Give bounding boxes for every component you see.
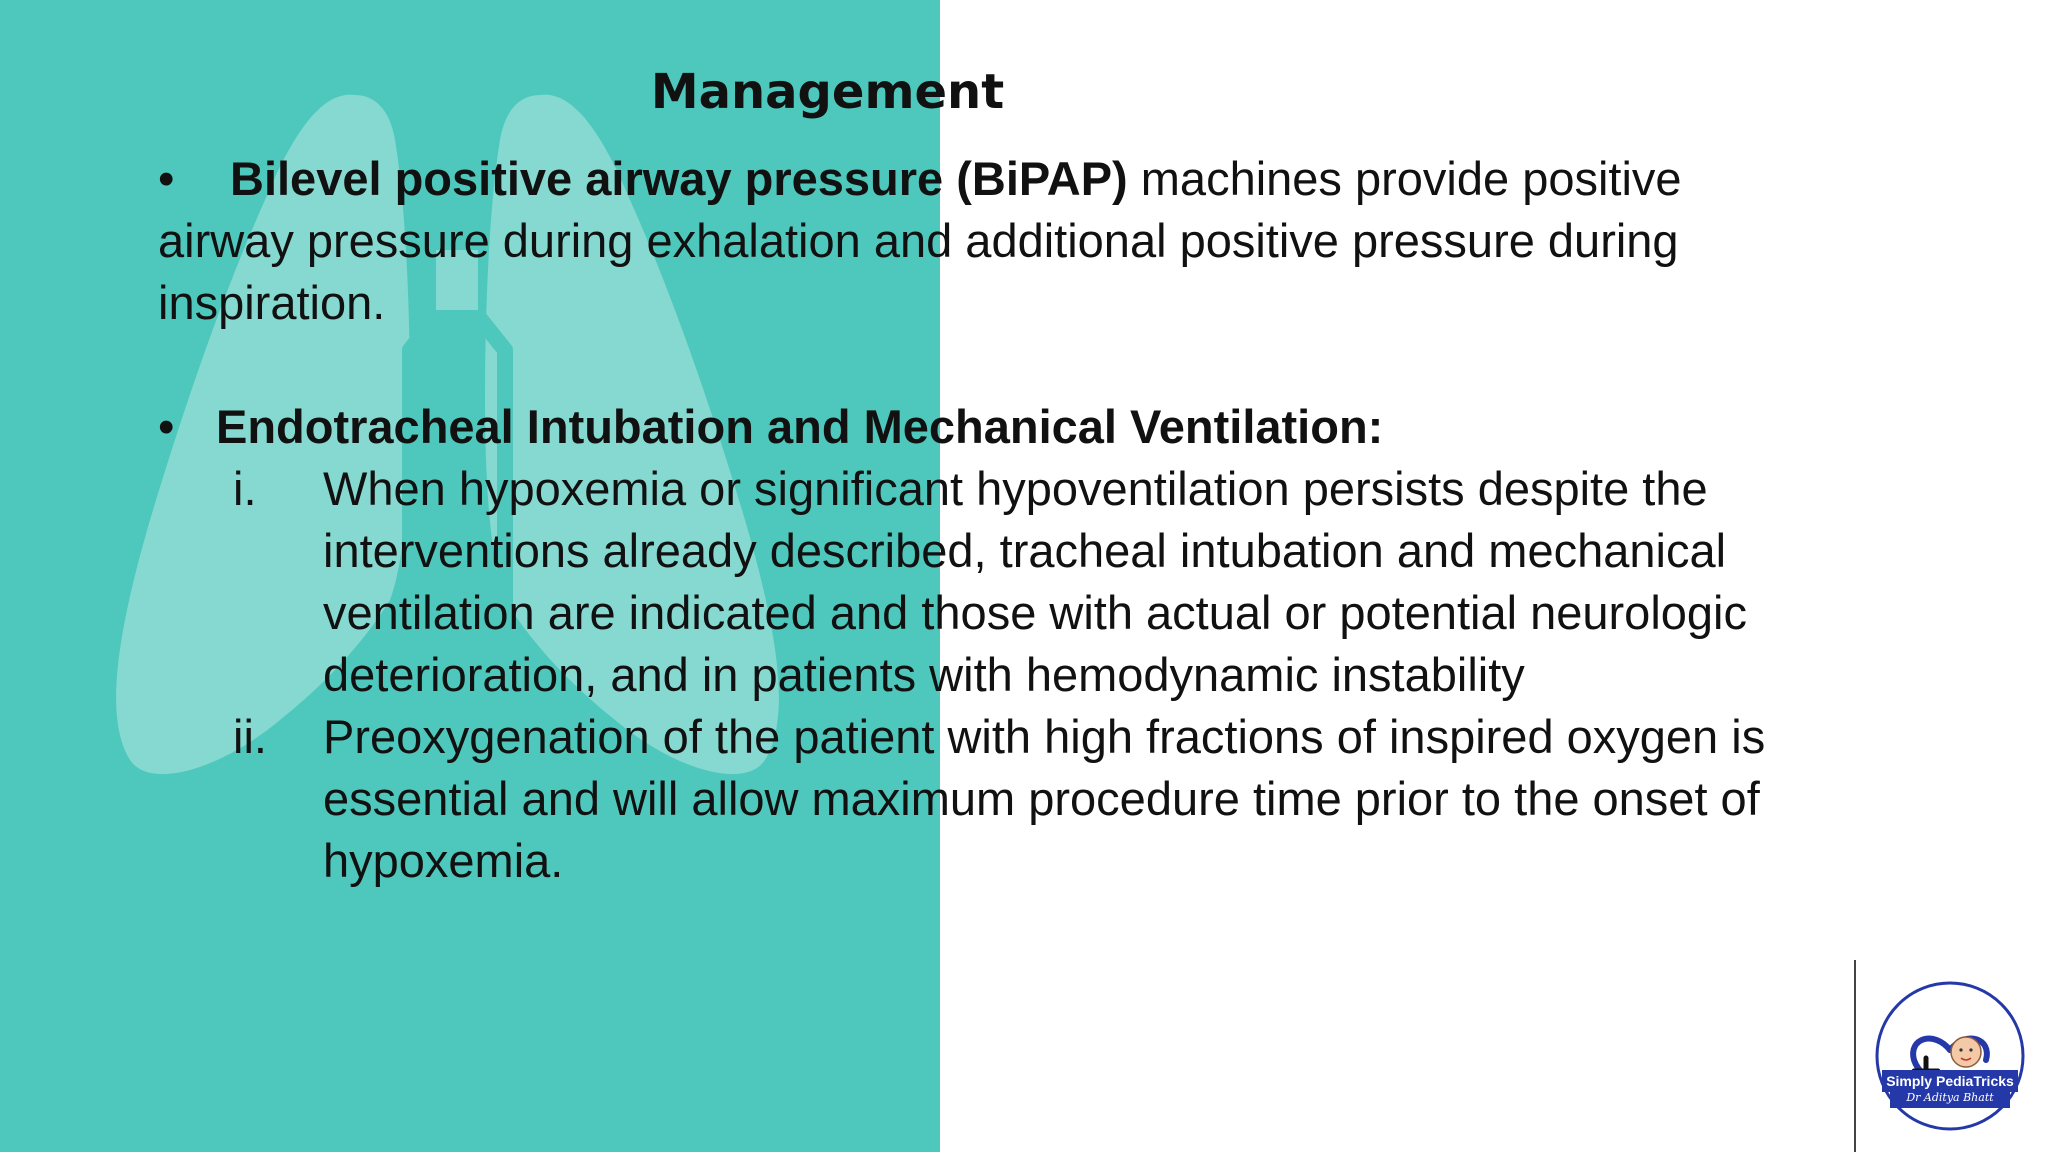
list-item-line: Preoxygenation of the patient with high fractions of inspired oxygen is <box>323 710 1766 763</box>
logo-author: Dr Aditya Bhatt <box>1906 1091 1994 1104</box>
bipap-line-3: inspiration. <box>158 276 386 329</box>
logo-brand-name: Simply PediaTricks <box>1886 1073 2014 1089</box>
logo-divider <box>1854 960 1856 1152</box>
bullet-marker: • <box>158 152 175 205</box>
list-item-line: hypoxemia. <box>323 834 564 887</box>
list-item-number: ii. <box>233 710 267 763</box>
intubation-heading: Endotracheal Intubation and Mechanical Ventilation: <box>216 400 1384 453</box>
list-item <box>158 458 1765 706</box>
list-item-line: When hypoxemia or significant hypoventilation persists despite the <box>323 462 1708 515</box>
bullet-marker: • <box>158 400 175 453</box>
bipap-continuation <box>158 210 1679 334</box>
list-item-line: interventions already described, tracheal intubation and mechanical <box>323 524 1727 577</box>
bullet-intubation <box>158 396 1765 892</box>
bipap-heading: Bilevel positive airway pressure (BiPAP) <box>230 152 1128 205</box>
bullet-bipap <box>158 148 1958 210</box>
intubation-heading-row <box>158 396 1765 458</box>
list-item-line: ventilation are indicated and those with actual or potential neurologic <box>323 586 1747 639</box>
list-item-line: essential and will allow maximum procedure time prior to the onset of <box>323 772 1760 825</box>
slide-content <box>158 148 1958 210</box>
list-item-number: i. <box>233 462 257 515</box>
slide-title: Management <box>650 64 1005 120</box>
bipap-text-line-1: machines provide positive <box>1127 152 1682 205</box>
list-item-line: deterioration, and in patients with hemodynamic instability <box>323 648 1525 701</box>
list-item <box>158 706 1765 892</box>
heart-baby-icon <box>1874 980 2026 1132</box>
bipap-line-2: airway pressure during exhalation and additional positive pressure during <box>158 214 1679 267</box>
